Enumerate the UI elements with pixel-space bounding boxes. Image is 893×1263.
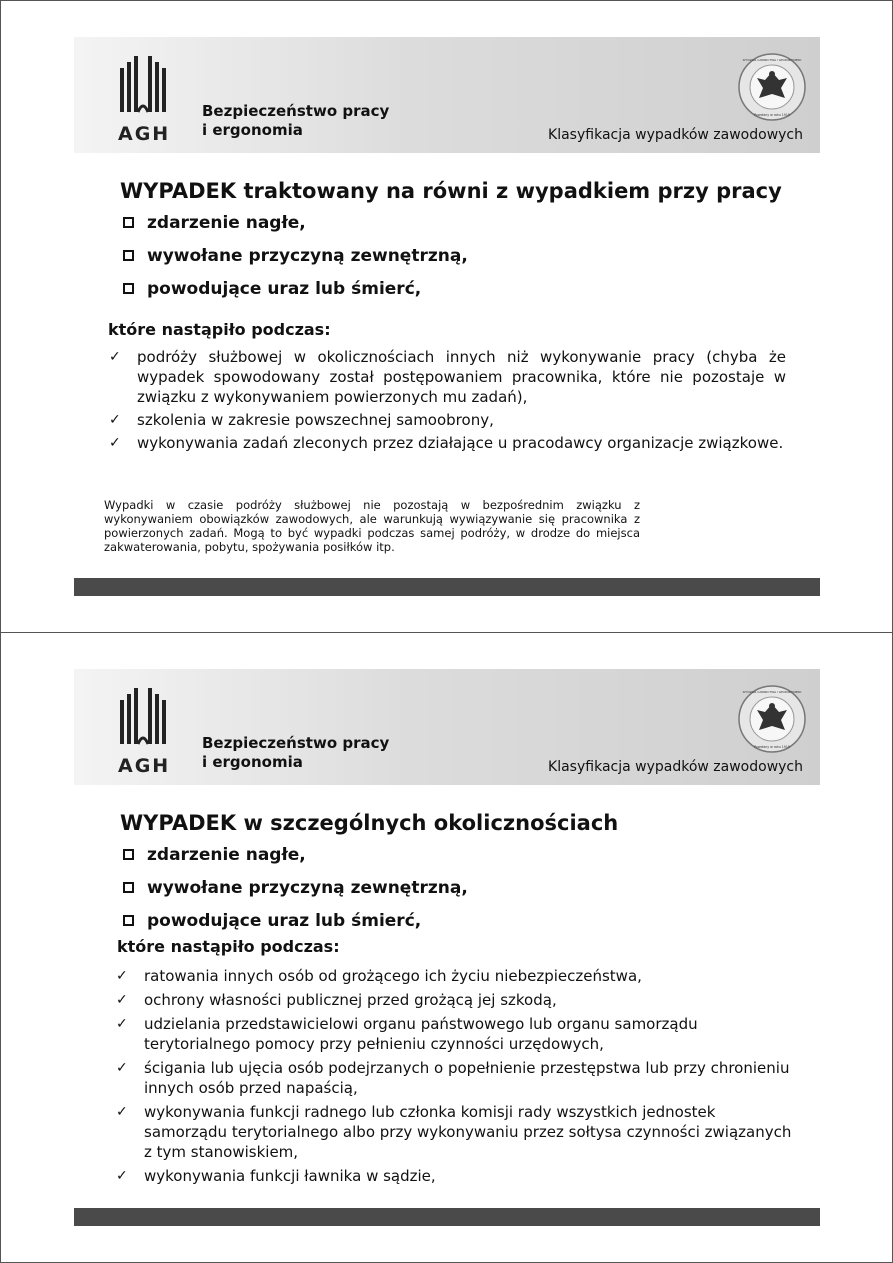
checkbox-square-icon (123, 882, 134, 893)
slide-title: WYPADEK w szczególnych okolicznościach (120, 811, 619, 835)
course-line-2: i ergonomia (202, 753, 303, 771)
circumstance-item (109, 433, 786, 453)
circumstance-item (116, 966, 794, 986)
seal-top-text: WYDZIAŁ GÓRNICTWA I GEOINŻYNIERII (742, 58, 802, 62)
circumstance-list (109, 347, 786, 453)
section-title: Klasyfikacja wypadków zawodowych (548, 759, 803, 775)
footer-bar (74, 578, 820, 596)
condition-text: powodujące uraz lub śmierć, (147, 911, 422, 931)
course-title (202, 734, 389, 772)
circumstance-item (116, 1102, 794, 1162)
condition-item (123, 845, 468, 878)
seal-bottom-text: Powołany w roku 1919 (754, 745, 790, 749)
checkbox-square-icon (123, 849, 134, 860)
checkmark-icon: ✓ (116, 1168, 128, 1184)
circumstance-text: wykonywania funkcji ławnika w sądzie, (144, 1167, 436, 1185)
footnote: Wypadki w czasie podróży służbowej nie pozostają w bezpośrednim związku z wykonywaniem obowiązków zawodowych, ale warunkują wywiązywanie się pracownika z powierzonych zadań. Mogą to być wypadki podczas samej podróży, w drodze do miejsca zakwaterowania, pobytu, spożywania posiłków itp. (104, 498, 640, 554)
slide-header (74, 37, 820, 153)
course-line-2: i ergonomia (202, 121, 303, 139)
faculty-seal-icon (737, 52, 807, 122)
condition-text: powodujące uraz lub śmierć, (147, 279, 422, 299)
condition-item (123, 279, 468, 312)
section-title: Klasyfikacja wypadków zawodowych (548, 127, 803, 143)
condition-list (123, 845, 468, 944)
condition-item (123, 246, 468, 279)
condition-text: wywołane przyczyną zewnętrzną, (147, 246, 468, 266)
checkmark-icon: ✓ (109, 349, 121, 365)
checkbox-square-icon (123, 217, 134, 228)
condition-item (123, 213, 468, 246)
condition-list (123, 213, 468, 312)
condition-text: zdarzenie nagłe, (147, 213, 306, 233)
slide-title: WYPADEK traktowany na równi z wypadkiem przy pracy (120, 179, 782, 203)
course-line-1: Bezpieczeństwo pracy (202, 102, 390, 120)
circumstance-text: udzielania przedstawicielowi organu państwowego lub organu samorządu terytorialnego pomocy przy pełnieniu czynności urzędowych, (144, 1015, 698, 1053)
agh-logo-text: AGH (118, 755, 170, 776)
condition-text: wywołane przyczyną zewnętrzną, (147, 878, 468, 898)
circumstance-text: ścigania lub ujęcia osób podejrzanych o popełnienie przestępstwa lub przy chronieniu innych osób przed napaścią, (144, 1059, 790, 1097)
checkmark-icon: ✓ (116, 992, 128, 1008)
circumstance-text: podróży służbowej w okolicznościach innych niż wykonywanie pracy (chyba że wypadek spowodowany został postępowaniem pracownika, które nie pozostaje w związku z wykonywaniem powierzonych mu zadań), (137, 348, 786, 406)
checkmark-icon: ✓ (116, 1016, 128, 1032)
footer-bar (74, 1208, 820, 1226)
condition-item (123, 878, 468, 911)
circumstance-item (116, 1014, 794, 1054)
circumstance-item (116, 1058, 794, 1098)
checkmark-icon: ✓ (116, 968, 128, 984)
during-label: które nastąpiło podczas: (108, 320, 331, 339)
during-label: które nastąpiło podczas: (117, 937, 340, 956)
circumstance-item (116, 1166, 794, 1186)
agh-logo (118, 688, 170, 776)
circumstance-item (109, 347, 786, 407)
checkmark-icon: ✓ (116, 1104, 128, 1120)
circumstance-text: wykonywania funkcji radnego lub członka komisji rady wszystkich jednostek samorządu terytorialnego albo przy wykonywaniu przez sołtysa czynności związanych z tym stanowiskiem, (144, 1103, 792, 1161)
circumstance-item (116, 990, 794, 1010)
course-line-1: Bezpieczeństwo pracy (202, 734, 390, 752)
circumstance-text: ratowania innych osób od grożącego ich życiu niebezpieczeństwa, (144, 967, 642, 985)
faculty-seal-icon (737, 684, 807, 754)
course-title (202, 102, 389, 140)
checkmark-icon: ✓ (109, 435, 121, 451)
checkbox-square-icon (123, 250, 134, 261)
checkbox-square-icon (123, 283, 134, 294)
agh-logo-text: AGH (118, 123, 170, 144)
circumstance-text: szkolenia w zakresie powszechnej samoobrony, (137, 411, 494, 429)
slide-header (74, 669, 820, 785)
checkmark-icon: ✓ (109, 412, 121, 428)
checkbox-square-icon (123, 915, 134, 926)
circumstance-item (109, 410, 786, 430)
circumstance-text: wykonywania zadań zleconych przez działające u pracodawcy organizacje związkowe. (137, 434, 784, 452)
checkmark-icon: ✓ (116, 1060, 128, 1076)
seal-top-text: WYDZIAŁ GÓRNICTWA I GEOINŻYNIERII (742, 690, 802, 694)
condition-text: zdarzenie nagłe, (147, 845, 306, 865)
slide-2 (0, 632, 893, 1263)
circumstance-text: ochrony własności publicznej przed grożącą jej szkodą, (144, 991, 557, 1009)
agh-logo (118, 56, 170, 144)
circumstance-list (116, 966, 794, 1186)
seal-bottom-text: Powołany w roku 1919 (754, 113, 790, 117)
